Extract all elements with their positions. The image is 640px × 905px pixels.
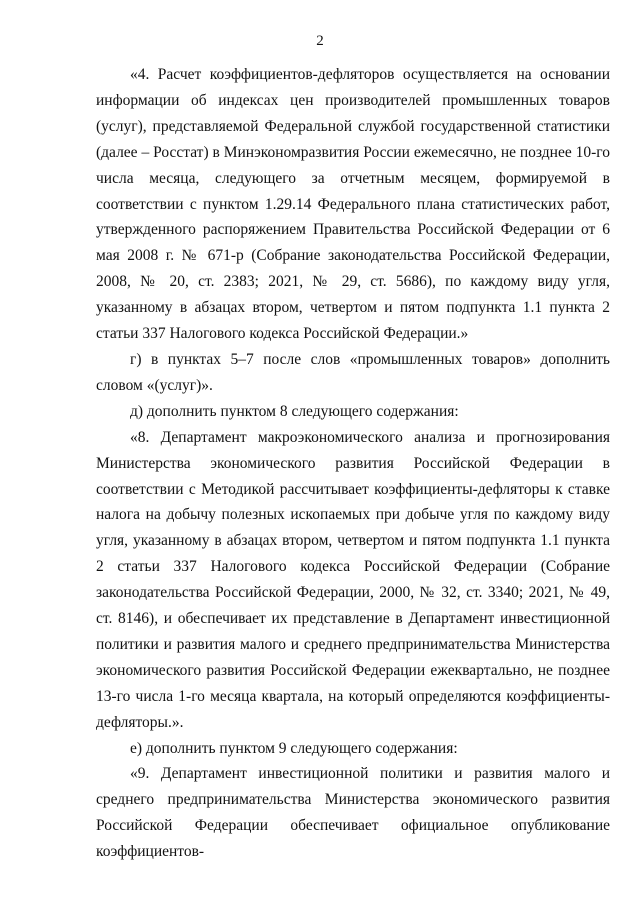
paragraph-item-9-department: «9. Департамент инвестиционной политики и развития малого и среднего предпринимательства Министерства экономического развития Российской Федерации обеспечивает официальное опубликование коэффициентов- bbox=[96, 765, 610, 861]
paragraph-subitem-g: г) в пунктах 5–7 после слов «промышленных товаров» дополнить словом «(услуг)». bbox=[96, 350, 610, 394]
paragraph-item-4-calculation: «4. Расчет коэффициентов-дефляторов осуществляется на основании информации об индексах цен производителей промышленных товаров (услуг), представляемой Федеральной службой государственной статистики (далее – Росстат) в Минэкономразвития России ежемесячно, не позднее 10-го числа месяца, следующего за отчетным месяцем, формируемой в соответствии с пунктом 1.29.14 Федерального плана статистических работ, утвержденного распоряжением Правительства Российской Федерации от 6 мая 2008 г. № 671-р (Собрание законодательства Российской Федерации, 2008, № 20, ст. 2383; 2021, № 29, ст. 5686), по каждому виду угля, указанному в абзацах втором, четвертом и пятом подпункта 1.1 пункта 2 статьи 337 Налогового кодекса Российской Федерации.» bbox=[96, 66, 610, 343]
paragraph-item-8-department: «8. Департамент макроэкономического анализа и прогнозирования Министерства экономического развития Российской Федерации в соответствии с Методикой рассчитывает коэффициенты-дефляторы к ставке налога на добычу полезных ископаемых при добыче угля по каждому виду угля, указанному в абзацах втором, четвертом и пятом подпункта 1.1 пункта 2 статьи 337 Налогового кодекса Российской Федерации (Собрание законодательства Российской Федерации, 2000, № 32, ст. 3340; 2021, № 49, ст. 8146), и обеспечивает их представление в Департамент инвестиционной политики и развития малого и среднего предпринимательства Министерства экономического развития Российской Федерации ежеквартально, не позднее 13-го числа 1-го месяца квартала, на который определяются коэффициенты-дефляторы.». bbox=[96, 428, 610, 731]
paragraph-subitem-d: д) дополнить пунктом 8 следующего содержания: bbox=[130, 402, 459, 420]
page-number: 2 bbox=[316, 33, 324, 49]
document-body bbox=[96, 62, 610, 865]
paragraph-subitem-e: е) дополнить пунктом 9 следующего содержания: bbox=[130, 739, 458, 757]
